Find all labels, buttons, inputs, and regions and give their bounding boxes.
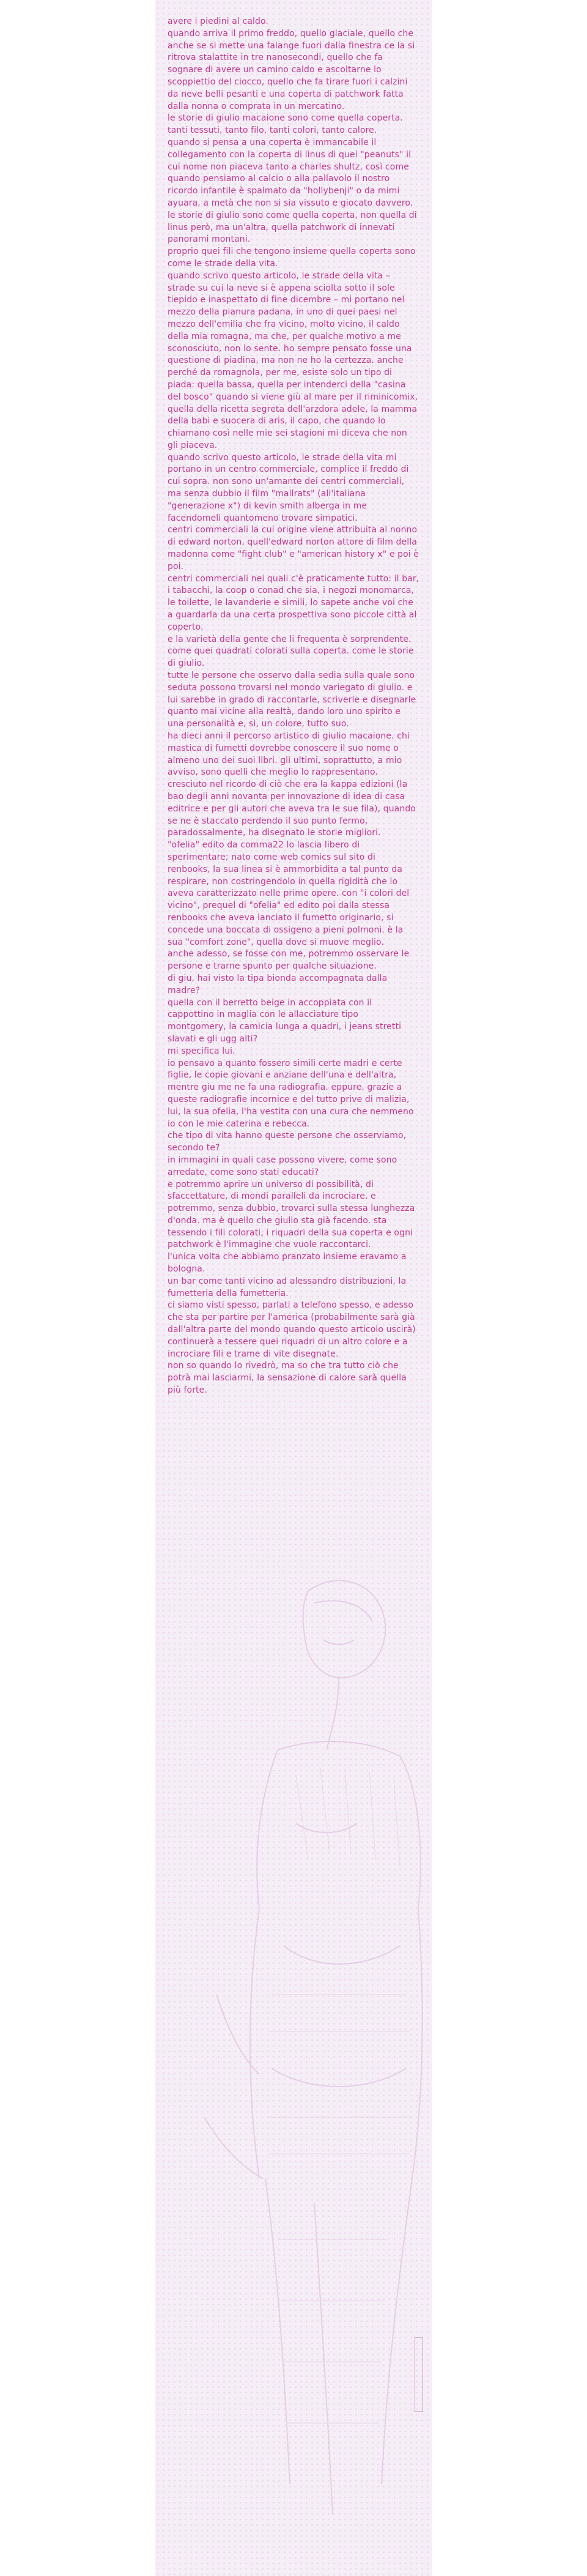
- article-text: [168, 16, 419, 1397]
- paragraph-19: mi specifica lui.: [168, 1046, 235, 1056]
- paragraph-27: non so quando lo rivedrò, ma so che tra tutto ciò che potrà mai lasciarmi, la sensazione di calore sarà quella più forte.: [168, 1361, 407, 1396]
- paragraph-11: e la varietà della gente che li frequenta è sorprendente.: [168, 634, 412, 644]
- article-panel: [155, 0, 432, 2576]
- paragraph-7: quando scrivo questo articolo, le strade della vita – strade su cui la neve si è appena sciolta sotto il sole tiepido e inaspettato di fine dicembre – mi portano nel mezzo della pianura padana, in uno di quei paesi nel mezzo dell'emilia che fra vicino, molto vicino, il caldo della mia romagna, ma che, per qualche motivo a me sconosciuto, non lo sente. ho sempre pensato fosse una questione di piadina, ma non ne ho la certezza. anche perché da romagnola, per me, esiste solo un tipo di piada: quella bassa, quella per intenderci della "casina del bosco" quando si viene giù al mare per il riminicomix, quella della ricetta segreta dell'arzdora adele, la mamma della babi e suocera di aris, il capo, che quando lo chiamano così nelle mie sei stagioni mi dicevа che non gli piaceva.: [168, 270, 418, 450]
- paragraph-18: quella con il berretto beige in accoppiata con il cappottino in maglia con le allacciature tipo montgomery, la camicia lunga a quadri, i jeans stretti slavati e gli ugg alti?: [168, 997, 402, 1044]
- paragraph-20: io pensavo a quanto fossero simili certe madri e certe figlie, le copie giovani e anziane dell'una e dell'altra, mentre giu me ne fa una radiografia. eppure, grazie a queste radiografie incornice e del tutto prive di malizia, lui, la sua ofelia, l'ha vestita con una cura che nemmeno io con le mie caterina e rebecca.: [168, 1058, 414, 1129]
- paragraph-9: centri commerciali la cui origine viene attribuita al nonno di edward norton, quell'edward norton attore di film della madonna come "fight club" e "american history x" e poi è poi.: [168, 525, 419, 571]
- artwork-credit-mark: [415, 2337, 423, 2412]
- paragraph-10: centri commerciali nei quali c'è praticamente tutto: il bar, i tabacchi, la coop o conad che sia, i negozi monomarca, le toilette, le lavanderie e simili, lo sapete anche voi che a guardarla da una certa prospettiva sono piccole città al coperto.: [168, 573, 419, 632]
- paragraph-24: l'unica volta che abbiamo pranzato insieme eravamo a bologna.: [168, 1252, 407, 1275]
- comic-figure-illustration: [155, 1566, 432, 2576]
- paragraph-1: avere i piedini al caldo.: [168, 17, 268, 26]
- paragraph-16: anche adesso, se fosse con me, potremmo osservare le persone e trarne spunto per qualche situazione.: [168, 949, 410, 972]
- paragraph-6: proprio quei fili che tengono insieme quella coperta sono come le strade della vita.: [168, 247, 416, 269]
- paragraph-23: e potremmo aprire un universo di possibilità, di sfaccettature, di mondi paralleli da incrociare. e potremmo, senza dubbio, trovarci sulla stessa lunghezza d'onda. ma è quello che giulio sta già facendo. sta tessendo i fili colorati, i riquadri della sua coperta e ogni patchwork è l'immagine che vuole raccontarci.: [168, 1179, 415, 1250]
- paragraph-8: quando scrivo questo articolo, le strade della vita mi portano in un centro commerciale, complice il freddo di cui sopra. non sono un'amante dei centri commerciali, ma senza dubbio il film "mallrats" (all'italiana "generazione x") di kevin smith alberga in me facendomeli quantomeno trovare simpatici.: [168, 452, 409, 523]
- paragraph-26: ci siamo visti spesso, parlati a telefono spesso, e adesso che sta per partire per l'america (probabilmente sarà già dall'altra parte del mondo quando questo articolo uscirà) continuerà a tessere quei riquadri di un altro colore e a incrociare fili e trame di vite disegnate.: [168, 1300, 416, 1359]
- paragraph-15: "ofelia" edito da comma22 lo lascia libero di sperimentare; nato come web comics sul sito di renbooks, la sua linea si è ammorbidita a tal punto da respirare, non costringendolo in quella rigidità che lo aveva caratterizzato nelle prime opere. con "i colori del vicino", prequel di "ofelia" ed edito poi dalla stessa renbooks che aveva lanciato il fumetto originario, si concede una boccata di ossigeno a pieni polmoni. è la sua "comfort zone", quella dove si muove meglio.: [168, 840, 410, 947]
- paragraph-14: ha dieci anni il percorso artistico di giulio macaione. chi mastica di fumetti dovrebbe conoscere il suo nome o almeno uno dei suoi libri. gli ultimi, soprattutto, a mio avviso, sono quelli che meglio lo rappresentano. cresciuto nel ricordo di ciò che era la kappa edizioni (la bao degli anni novanta per innovazione di idea di casa editrice e per gli autori che aveva tra le sue fila), quando se ne è staccato perdendo il suo punto fermo, paradossalmente, ha disegnato le storie migliori.: [168, 731, 416, 838]
- paragraph-17: di giu, hai visto la tipa bionda accompagnata dalla madre?: [168, 973, 388, 996]
- paragraph-2: quando arriva il primo freddo, quello glaciale, quello che anche se si mette una falange fuori dalla finestra ce la si ritrova stalattite in tre nanosecondi, quello che fa sognare di avere un camino caldo e ascoltarne lo scoppiettio del ciocco, quello che fa tirare fuori i calzini da neve belli pesanti e una coperta di patchwork fatta dalla nonna o comprata in un mercatino.: [168, 28, 415, 111]
- paragraph-13: tutte le persone che osservo dalla sedia sulla quale sono seduta possono trovarsi nel mondo variegato di giulio. e lui sarebbe in grado di raccontarle, scriverle e disegnarle quanto mai vicine alla realtà, dando loro uno spirito e una personalità e, sì, un colore, tutto suo.: [168, 671, 416, 729]
- paragraph-22: in immagini in quali case possono vivere, come sono arredate, come sono stati educati?: [168, 1155, 397, 1177]
- paragraph-4: quando si pensa a una coperta è immancabile il collegamento con la coperta di linus di quei "peanuts" il cui nome non piaceva tanto a charles shultz, così come quando pensiamo al calcio o alla pallavolo il nostro ricordo infantile è spalmato da "hollybenji" o da mimi ayuara, a metà che non si sia vissuto e giocato davvero.: [168, 137, 413, 208]
- paragraph-25: un bar come tanti vicino ad alessandro distribuzioni, la fumetteria della fumetteria.: [168, 1276, 407, 1298]
- paragraph-3: le storie di giulio macaione sono come quella coperta. tanti tessuti, tanto filo, tanti colori, tanto calore.: [168, 113, 403, 136]
- paragraph-21: che tipo di vita hanno queste persone che osserviamo, secondo te?: [168, 1131, 407, 1153]
- paragraph-12: come quei quadrati colorati sulla coperta. come le storie di giulio.: [168, 646, 414, 669]
- paragraph-5: le storie di giulio sono come quella coperta, non quella di linus però, ma un'altra, quella patchwork di innevati panorami montani.: [168, 210, 417, 245]
